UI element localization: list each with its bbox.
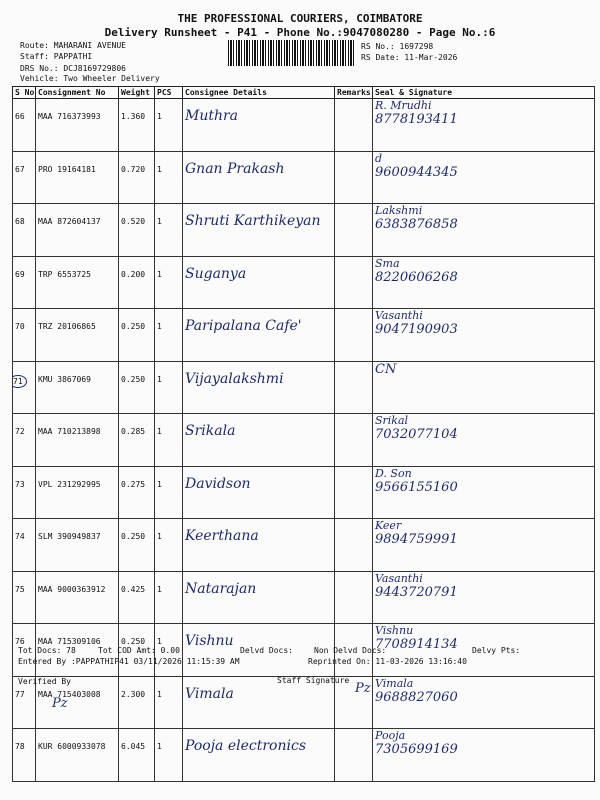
- receiver-phone: 9600944345: [375, 164, 458, 180]
- pcs-value: 1: [157, 532, 162, 541]
- consignee-cell: [183, 519, 335, 572]
- consignment-number: VPL 231292995: [38, 479, 101, 489]
- drs-number: DRS No.: DCJ8169729806: [20, 64, 126, 73]
- col-pcs: PCS: [155, 87, 183, 99]
- total-cod: Tot COD Amt: 0.00: [98, 646, 180, 655]
- delivered-docs: Delvd Docs:: [240, 646, 293, 655]
- consignee-name: Vishnu: [185, 633, 234, 649]
- consignee-name: Davidson: [185, 475, 251, 492]
- sno-value: 73: [15, 479, 25, 489]
- pcs-cell: [155, 519, 183, 572]
- signature-cell: [373, 414, 595, 467]
- verified-by-label: Verified By: [18, 677, 71, 686]
- receiver-phone: 9688827060: [375, 689, 458, 705]
- sno-value: 76: [15, 637, 25, 646]
- pcs-cell: [155, 361, 183, 414]
- remarks-cell: [335, 151, 373, 204]
- pcs-value: 1: [157, 374, 162, 384]
- col-consignment: Consignment No: [36, 87, 119, 99]
- sno-cell: [13, 361, 36, 414]
- consignment-cell: [36, 256, 119, 309]
- sno-cell: [13, 99, 36, 152]
- consignment-number: KUR 6000933078: [38, 742, 106, 751]
- pcs-cell: [155, 151, 183, 204]
- consignment-cell: [36, 151, 119, 204]
- consignee-cell: [183, 204, 335, 257]
- weight-cell: [119, 729, 155, 782]
- consignee-cell: [183, 151, 335, 204]
- weight-cell: [119, 309, 155, 362]
- weight-cell: [119, 361, 155, 414]
- runsheet-subtitle: Delivery Runsheet - P41 - Phone No.:9047080280 - Page No.:6: [104, 26, 496, 39]
- pcs-value: 1: [157, 637, 162, 646]
- receiver-phone: 9047190903: [375, 322, 458, 337]
- remarks-cell: [335, 519, 373, 572]
- consignee-name: Paripalana Cafe': [185, 318, 302, 334]
- pcs-value: 1: [157, 479, 162, 489]
- pcs-value: 1: [157, 164, 162, 174]
- weight-value: 0.250: [121, 374, 146, 384]
- consignment-cell: [36, 309, 119, 362]
- weight-value: 0.425: [121, 584, 146, 594]
- weight-cell: [119, 204, 155, 257]
- pcs-cell: [155, 309, 183, 362]
- table-row: [13, 99, 595, 152]
- consignment-number: MAA 710213898: [38, 427, 101, 436]
- table-row: [13, 256, 595, 309]
- consignment-cell: [36, 99, 119, 152]
- sno-value: 75: [15, 584, 25, 594]
- signature-cell: [373, 99, 595, 152]
- weight-cell: [119, 414, 155, 467]
- pcs-value: 1: [157, 742, 162, 751]
- seal-signature: Vimala: [375, 676, 414, 690]
- sno-cell: [13, 309, 36, 362]
- signature-cell: [373, 519, 595, 572]
- total-docs: Tot Docs: 78: [18, 646, 76, 655]
- consignment-number: MAA 715309106: [38, 637, 101, 646]
- weight-value: 1.360: [121, 112, 146, 121]
- pcs-cell: [155, 204, 183, 257]
- consignee-name: Keerthana: [185, 528, 259, 544]
- non-delivered-docs: Non Delvd Docs:: [314, 646, 387, 655]
- table-row: [13, 361, 595, 414]
- consignee-name: Gnan Prakash: [185, 160, 285, 177]
- weight-value: 0.250: [121, 637, 146, 646]
- sno-value: 71: [13, 375, 27, 388]
- weight-value: 0.200: [121, 269, 146, 279]
- pcs-cell: [155, 571, 183, 624]
- company-title: THE PROFESSIONAL COURIERS, COIMBATORE: [177, 12, 423, 25]
- route-label: Route: MAHARANI AVENUE: [20, 41, 126, 50]
- sno-value: 74: [15, 532, 25, 541]
- entered-by: Entered By :PAPPATHIP41 03/11/2026 11:15:39 AM: [18, 657, 240, 666]
- pcs-value: 1: [157, 584, 162, 594]
- col-signature: Seal & Signature: [373, 87, 595, 99]
- pcs-value: 1: [157, 112, 162, 121]
- sno-cell: [13, 519, 36, 572]
- rs-number: RS No.: 1697298: [361, 42, 434, 51]
- signature-cell: [373, 571, 595, 624]
- signature-cell: [373, 676, 595, 729]
- seal-signature: D. Son: [375, 466, 412, 480]
- delivery-points: Delvy Pts:: [472, 646, 521, 655]
- weight-value: 0.720: [121, 164, 146, 174]
- weight-cell: [119, 519, 155, 572]
- sno-cell: [13, 256, 36, 309]
- weight-value: 0.275: [121, 479, 146, 489]
- seal-signature: Srikal: [375, 414, 409, 427]
- signature-cell: [373, 256, 595, 309]
- weight-value: 6.045: [121, 742, 146, 751]
- table-row: [13, 414, 595, 467]
- remarks-cell: [335, 204, 373, 257]
- consignment-number: SLM 390949837: [38, 532, 101, 541]
- sno-value: 67: [15, 164, 25, 174]
- sno-cell: [13, 204, 36, 257]
- seal-signature: Pooja: [375, 729, 406, 742]
- weight-cell: [119, 466, 155, 519]
- sno-value: 72: [15, 427, 25, 436]
- signature-cell: [373, 309, 595, 362]
- pcs-value: 1: [157, 217, 162, 226]
- receiver-phone: 7708914134: [375, 637, 458, 652]
- table-row: [13, 519, 595, 572]
- consignee-cell: [183, 571, 335, 624]
- receiver-phone: 8220606268: [375, 269, 458, 285]
- sno-cell: [13, 414, 36, 467]
- weight-value: 0.285: [121, 427, 146, 436]
- receiver-phone: CN: [375, 361, 397, 377]
- consignment-cell: [36, 204, 119, 257]
- consignment-cell: [36, 414, 119, 467]
- weight-value: 0.520: [121, 217, 146, 226]
- sno-cell: [13, 466, 36, 519]
- seal-signature: d: [375, 151, 383, 165]
- receiver-phone: 7032077104: [375, 427, 458, 442]
- weight-cell: [119, 151, 155, 204]
- col-remarks: Remarks: [335, 87, 373, 99]
- receiver-phone: 6383876858: [375, 217, 458, 232]
- table-row: [13, 151, 595, 204]
- col-weight: Weight: [119, 87, 155, 99]
- seal-signature: Lakshmi: [375, 204, 423, 217]
- reprinted-on: Reprinted On: 11-03-2026 13:16:40: [308, 657, 467, 666]
- consignee-name: Natarajan: [185, 580, 257, 597]
- sno-cell: [13, 729, 36, 782]
- weight-cell: [119, 676, 155, 729]
- consignee-name: Vimala: [185, 685, 234, 702]
- table-header: [13, 87, 595, 99]
- consignee-cell: [183, 256, 335, 309]
- seal-signature: R. Mrudhi: [375, 99, 432, 112]
- seal-signature: Vasanthi: [375, 571, 423, 585]
- consignment-cell: [36, 729, 119, 782]
- remarks-cell: [335, 571, 373, 624]
- remarks-cell: [335, 99, 373, 152]
- signature-cell: [373, 151, 595, 204]
- vehicle-label: Vehicle: Two Wheeler Delivery: [20, 74, 160, 83]
- weight-cell: [119, 99, 155, 152]
- signature-cell: [373, 729, 595, 782]
- consignment-number: MAA 872604137: [38, 217, 101, 226]
- consignment-cell: [36, 361, 119, 414]
- consignee-name: Muthra: [185, 108, 239, 124]
- remarks-cell: [335, 414, 373, 467]
- barcode-icon: [228, 40, 356, 66]
- table-row: [13, 309, 595, 362]
- sno-cell: [13, 151, 36, 204]
- col-consignee: Consignee Details: [183, 87, 335, 99]
- seal-signature: Vasanthi: [375, 309, 423, 322]
- consignee-cell: [183, 729, 335, 782]
- consignee-name: Vijayalakshmi: [185, 370, 284, 387]
- receiver-phone: 9566155160: [375, 479, 458, 495]
- pcs-value: 1: [157, 322, 162, 331]
- table-row: [13, 729, 595, 782]
- staff-signature: Pz: [355, 681, 371, 696]
- pcs-value: 1: [157, 269, 162, 279]
- seal-signature: Sma: [375, 256, 400, 270]
- consignee-cell: [183, 414, 335, 467]
- table-row: [13, 466, 595, 519]
- staff-label: Staff: PAPPATHI: [20, 52, 93, 61]
- table-row: [13, 571, 595, 624]
- consignee-name: Suganya: [185, 265, 247, 282]
- receiver-phone: 9894759991: [375, 532, 458, 547]
- consignment-cell: [36, 571, 119, 624]
- signature-cell: [373, 361, 595, 414]
- sno-value: 68: [15, 217, 25, 226]
- table-row: [13, 204, 595, 257]
- consignee-name: Shruti Karthikeyan: [185, 213, 321, 229]
- sno-value: 78: [15, 742, 25, 751]
- consignment-number: KMU 3867069: [38, 374, 91, 384]
- consignment-cell: [36, 466, 119, 519]
- consignment-number: MAA 715403008: [38, 689, 101, 699]
- pcs-cell: [155, 466, 183, 519]
- sno-value: 66: [15, 112, 25, 121]
- pcs-cell: [155, 256, 183, 309]
- consignment-cell: [36, 519, 119, 572]
- pcs-cell: [155, 676, 183, 729]
- rs-date: RS Date: 11-Mar-2026: [361, 53, 458, 62]
- remarks-cell: [335, 256, 373, 309]
- signature-cell: [373, 466, 595, 519]
- seal-signature: Vishnu: [375, 624, 414, 637]
- consignee-cell: [183, 361, 335, 414]
- weight-cell: [119, 256, 155, 309]
- consignee-name: Srikala: [185, 423, 236, 439]
- staff-signature-label: Staff Signature: [277, 676, 350, 685]
- pcs-cell: [155, 729, 183, 782]
- pcs-value: 1: [157, 689, 162, 699]
- consignment-number: PRO 19164181: [38, 164, 96, 174]
- verified-signature: Pz: [52, 696, 68, 711]
- sno-value: 77: [15, 689, 25, 699]
- weight-value: 2.300: [121, 689, 146, 699]
- receiver-phone: 8778193411: [375, 112, 458, 127]
- weight-value: 0.250: [121, 322, 146, 331]
- receiver-phone: 7305699169: [375, 742, 458, 757]
- remarks-cell: [335, 466, 373, 519]
- sno-cell: [13, 571, 36, 624]
- pcs-cell: [155, 414, 183, 467]
- signature-cell: [373, 204, 595, 257]
- consignment-number: TRP 6553725: [38, 269, 91, 279]
- consignment-number: MAA 9000363912: [38, 584, 106, 594]
- consignee-name: Pooja electronics: [185, 738, 307, 754]
- weight-cell: [119, 571, 155, 624]
- consignee-cell: [183, 309, 335, 362]
- sno-value: 70: [15, 322, 25, 331]
- pcs-value: 1: [157, 427, 162, 436]
- receiver-phone: 9443720791: [375, 584, 458, 600]
- pcs-cell: [155, 99, 183, 152]
- remarks-cell: [335, 309, 373, 362]
- consignee-cell: [183, 466, 335, 519]
- consignment-number: MAA 716373993: [38, 112, 101, 121]
- weight-value: 0.250: [121, 532, 146, 541]
- consignment-number: TRZ 20106865: [38, 322, 96, 331]
- sno-value: 69: [15, 269, 25, 279]
- remarks-cell: [335, 361, 373, 414]
- seal-signature: Keer: [375, 519, 402, 532]
- col-sno: S No: [13, 87, 36, 99]
- consignee-cell: [183, 99, 335, 152]
- remarks-cell: [335, 729, 373, 782]
